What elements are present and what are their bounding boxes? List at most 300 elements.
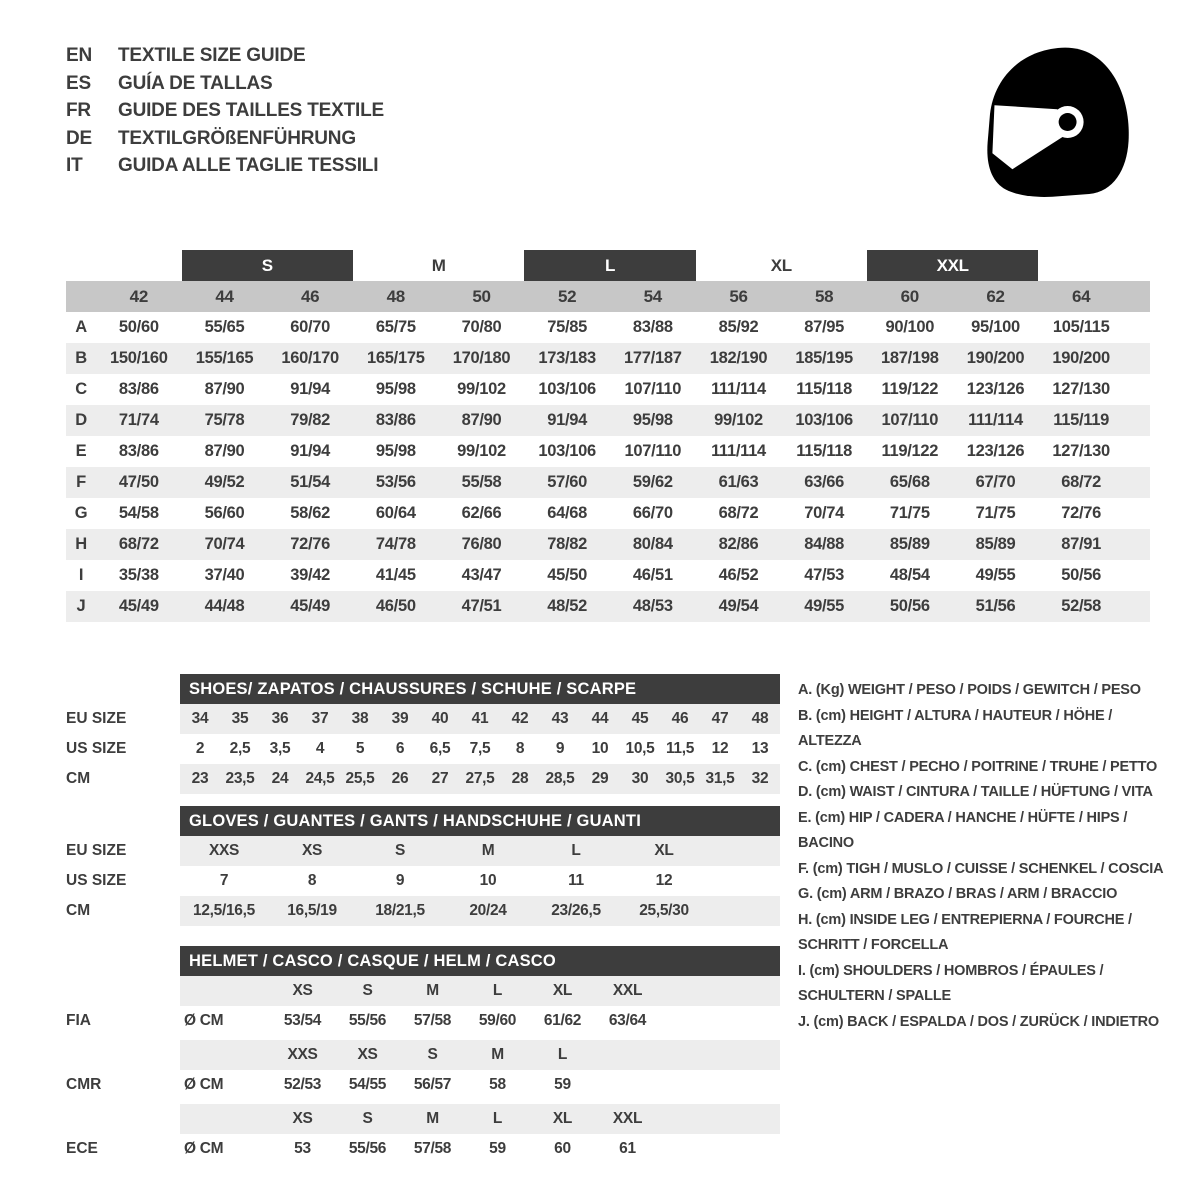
size-value: 47/53 [804, 566, 845, 584]
helmet-value: 52/53 [283, 1076, 322, 1093]
size-value: 123/126 [966, 442, 1025, 460]
helmet-value: 61/62 [543, 1012, 582, 1029]
size-value: 43/47 [461, 566, 502, 584]
shoes-value: 6,5 [429, 740, 451, 757]
helmet-values-row-ece [180, 1134, 780, 1164]
legend-entry: C. (cm) CHEST / PECHO / POITRINE / TRUHE / PETTO [798, 758, 1158, 775]
shoes-value: 26 [391, 770, 409, 787]
size-column-48: 48 [386, 286, 405, 306]
helmet-value: 59/60 [478, 1012, 517, 1029]
size-value: 46/52 [718, 566, 759, 584]
helmet-size-label: XS [357, 1046, 378, 1063]
shoes-value: 9 [555, 740, 565, 757]
shoes-value: 2 [195, 740, 205, 757]
size-value: 150/160 [110, 349, 168, 367]
size-column-42: 42 [129, 286, 148, 306]
size-value: 71/74 [118, 411, 159, 429]
helmet-size-label: M [426, 1110, 439, 1127]
size-number-row [66, 281, 1150, 312]
shoes-value: 45 [631, 710, 649, 727]
helmet-value: 63/64 [608, 1012, 647, 1029]
size-value: 66/70 [632, 504, 673, 522]
helmet-values-row-cmr [180, 1070, 780, 1100]
size-value: 75/78 [204, 411, 245, 429]
size-value: 127/130 [1052, 380, 1110, 398]
gloves-values-row [180, 866, 780, 896]
size-row-J [66, 591, 1150, 622]
shoes-value: 36 [271, 710, 289, 727]
helmet-standard-ece: ECE [66, 1140, 98, 1157]
shoes-value: 10 [591, 740, 609, 757]
row-letter-G: G [74, 504, 88, 522]
size-value: 107/110 [624, 380, 682, 398]
size-column-58: 58 [815, 286, 834, 306]
size-value: 99/102 [457, 442, 506, 460]
size-value: 111/114 [711, 380, 766, 398]
helmet-band-label-spacer [66, 976, 180, 1006]
helmet-value: 57/58 [413, 1012, 452, 1029]
size-value: 45/49 [118, 597, 159, 615]
size-value: 64/68 [547, 504, 588, 522]
size-value: 71/75 [975, 504, 1016, 522]
helmet-size-label: L [492, 982, 503, 999]
helmet-value: 58 [489, 1076, 506, 1093]
size-value: 52/58 [1061, 597, 1102, 615]
helmet-value: 60 [554, 1140, 571, 1157]
size-value: 49/54 [718, 597, 759, 615]
gloves-value: S [394, 842, 406, 859]
size-row-H [66, 529, 1150, 560]
size-row-A [66, 312, 1150, 343]
shoes-values-row [180, 734, 780, 764]
gloves-value: 20/24 [469, 902, 507, 919]
helmet-table-title: HELMET / CASCO / CASQUE / HELM / CASCO [180, 946, 780, 976]
size-value: 49/55 [975, 566, 1016, 584]
shoes-value: 3,5 [269, 740, 291, 757]
language-code: ES [66, 72, 91, 94]
gloves-value: 25,5/30 [639, 902, 689, 919]
helmet-unit-label: Ø CM [184, 1140, 224, 1157]
gloves-value: XL [654, 842, 674, 859]
legend-entry: J. (cm) BACK / ESPALDA / DOS / ZURÜCK / INDIETRO [798, 1013, 1159, 1030]
size-row-I [66, 560, 1150, 591]
size-value: 79/82 [290, 411, 331, 429]
language-code: IT [66, 155, 83, 176]
size-value: 68/72 [718, 504, 759, 522]
gloves-row-label: US SIZE [66, 872, 127, 889]
size-value: 95/100 [971, 318, 1020, 336]
size-column-52: 52 [558, 286, 577, 306]
helmet-unit-label: Ø CM [184, 1076, 224, 1093]
helmet-value: 56/57 [413, 1076, 452, 1093]
size-value: 72/76 [1061, 504, 1102, 522]
helmet-size-table [66, 946, 780, 1164]
size-value: 47/51 [461, 597, 502, 615]
helmet-size-label: XS [292, 982, 313, 999]
size-value: 68/72 [1061, 473, 1102, 491]
size-group-l: L [524, 250, 695, 281]
gloves-value: 8 [307, 872, 317, 889]
size-table-body [66, 312, 1150, 622]
size-value: 187/198 [881, 349, 939, 367]
shoes-value: 43 [551, 710, 569, 727]
size-value: 177/187 [624, 349, 682, 367]
shoes-value: 35 [231, 710, 249, 727]
size-row-F [66, 467, 1150, 498]
gloves-table-title: GLOVES / GUANTES / GANTS / HANDSCHUHE / GUANTI [180, 806, 780, 836]
gloves-value: M [481, 842, 495, 859]
size-value: 74/78 [375, 535, 416, 553]
helmet-standard-fia: FIA [66, 1012, 91, 1029]
shoes-value: 31,5 [705, 770, 735, 787]
size-value: 182/190 [709, 349, 768, 367]
size-value: 95/98 [632, 411, 673, 429]
size-group-s: S [182, 250, 353, 281]
size-value: 61/63 [718, 473, 759, 491]
size-value: 83/86 [118, 380, 159, 398]
shoes-value: 24 [271, 770, 289, 787]
shoes-value: 32 [751, 770, 769, 787]
gloves-value: 7 [219, 872, 229, 889]
size-value: 119/122 [881, 442, 939, 460]
helmet-size-label: L [557, 1046, 568, 1063]
gloves-row-label: CM [66, 902, 91, 919]
size-column-62: 62 [986, 286, 1005, 306]
size-value: 54/58 [118, 504, 159, 522]
size-value: 83/88 [632, 318, 673, 336]
size-value: 85/92 [718, 318, 759, 336]
size-value: 87/95 [804, 318, 845, 336]
helmet-standard-cmr: CMR [66, 1076, 102, 1093]
size-value: 70/74 [804, 504, 845, 522]
size-value: 103/106 [795, 411, 853, 429]
shoes-row-label: US SIZE [66, 740, 127, 757]
helmet-size-label: XXL [612, 1110, 643, 1127]
shoes-value: 24,5 [305, 770, 335, 787]
helmet-value: 54/55 [348, 1076, 387, 1093]
size-value: 115/118 [796, 442, 853, 460]
size-value: 70/80 [461, 318, 502, 336]
row-letter-I: I [78, 566, 84, 584]
gloves-value: 18/21,5 [375, 902, 425, 919]
size-value: 70/74 [204, 535, 245, 553]
helmet-values-row-fia [180, 1006, 780, 1036]
legend-entry: I. (cm) SHOULDERS / HOMBROS / ÉPAULES / SCHULTERN / SPALLE [798, 962, 1104, 1004]
size-value: 115/118 [796, 380, 853, 398]
gloves-value: 12 [655, 872, 673, 889]
helmet-value: 53/54 [283, 1012, 322, 1029]
gloves-value: 12,5/16,5 [193, 902, 255, 919]
gloves-value: 10 [479, 872, 497, 889]
helmet-value: 59 [554, 1076, 571, 1093]
size-value: 99/102 [714, 411, 763, 429]
size-value: 107/110 [881, 411, 939, 429]
shoes-value: 27 [431, 770, 449, 787]
shoes-value: 2,5 [229, 740, 251, 757]
shoes-value: 37 [311, 710, 329, 727]
size-value: 75/85 [547, 318, 588, 336]
helmet-band-label-spacer [66, 1104, 180, 1134]
size-value: 44/48 [204, 597, 245, 615]
size-value: 123/126 [966, 380, 1025, 398]
size-column-64: 64 [1072, 286, 1091, 306]
gloves-size-table [66, 806, 780, 926]
gloves-values-row [180, 896, 780, 926]
row-letter-F: F [76, 473, 86, 491]
language-title: TEXTILGRÖßENFÜHRUNG [118, 127, 356, 149]
shoes-value: 11,5 [665, 740, 695, 757]
shoes-value: 30 [631, 770, 649, 787]
gloves-values-row [180, 836, 780, 866]
helmet-size-label: XL [552, 982, 573, 999]
measurement-legend [798, 678, 1166, 1035]
legend-entry: F. (cm) TIGH / MUSLO / CUISSE / SCHENKEL / COSCIA [798, 860, 1164, 877]
size-value: 99/102 [457, 380, 506, 398]
size-value: 62/66 [461, 504, 502, 522]
size-value: 190/200 [966, 349, 1025, 367]
size-value: 111/114 [968, 411, 1023, 429]
shoes-value: 12 [711, 740, 729, 757]
row-letter-A: A [75, 318, 87, 336]
language-code: DE [66, 127, 92, 149]
helmet-value: 53 [294, 1140, 311, 1157]
size-value: 83/86 [118, 442, 159, 460]
size-value: 87/90 [204, 380, 245, 398]
size-value: 91/94 [290, 442, 331, 460]
shoes-size-table [66, 674, 780, 794]
row-letter-D: D [75, 411, 87, 429]
helmet-unit-label: Ø CM [184, 1012, 224, 1029]
size-value: 173/183 [538, 349, 596, 367]
size-value: 39/42 [290, 566, 331, 584]
size-value: 59/62 [632, 473, 673, 491]
size-value: 50/56 [889, 597, 930, 615]
size-value: 107/110 [624, 442, 682, 460]
helmet-band-label-spacer [66, 1040, 180, 1070]
gloves-value: XXS [208, 842, 240, 859]
size-value: 155/165 [195, 349, 254, 367]
row-letter-J: J [76, 597, 86, 615]
helmet-size-label: XXL [612, 982, 643, 999]
size-value: 35/38 [118, 566, 159, 584]
shoes-value: 4 [315, 740, 325, 757]
size-group-xxl: XXL [867, 250, 1038, 281]
size-value: 170/180 [452, 349, 511, 367]
size-value: 58/62 [290, 504, 331, 522]
size-value: 47/50 [118, 473, 159, 491]
size-value: 46/51 [632, 566, 673, 584]
gloves-value: 9 [395, 872, 405, 889]
size-value: 51/56 [975, 597, 1016, 615]
size-value: 83/86 [375, 411, 416, 429]
legend-entry: A. (Kg) WEIGHT / PESO / POIDS / GEWITCH / PESO [798, 682, 1141, 698]
shoes-value: 41 [471, 710, 489, 727]
helmet-size-label: XXS [287, 1046, 318, 1063]
size-value: 51/54 [290, 473, 331, 491]
helmet-size-label: XL [552, 1110, 573, 1127]
size-column-46: 46 [301, 286, 320, 306]
shoes-table-title: SHOES/ ZAPATOS / CHAUSSURES / SCHUHE / SCARPE [180, 674, 780, 704]
legend-entry: H. (cm) INSIDE LEG / ENTREPIERNA / FOURCHE / SCHRITT / FORCELLA [798, 911, 1132, 953]
size-value: 190/200 [1052, 349, 1110, 367]
shoes-value: 40 [431, 710, 449, 727]
size-value: 91/94 [290, 380, 331, 398]
language-title: GUÍA DE TALLAS [118, 72, 273, 94]
textile-size-table [66, 250, 1150, 622]
size-value: 82/86 [718, 535, 759, 553]
size-value: 41/45 [375, 566, 416, 584]
size-row-B [66, 343, 1150, 374]
language-title-list [66, 42, 384, 180]
helmet-value: 57/58 [413, 1140, 452, 1157]
gloves-value: 16,5/19 [287, 902, 337, 919]
size-value: 71/75 [889, 504, 930, 522]
shoes-value: 47 [711, 710, 729, 727]
size-value: 165/175 [367, 349, 425, 367]
size-value: 87/90 [204, 442, 245, 460]
gloves-value: XS [301, 842, 323, 859]
helmet-size-label: S [362, 1110, 373, 1127]
size-group-header-row [66, 250, 1150, 281]
size-value: 84/88 [804, 535, 845, 553]
size-value: 111/114 [711, 442, 766, 460]
legend-entry: G. (cm) ARM / BRAZO / BRAS / ARM / BRACCIO [798, 886, 1118, 902]
size-value: 76/80 [461, 535, 502, 553]
size-value: 48/53 [632, 597, 673, 615]
helmet-value: 59 [489, 1140, 506, 1157]
size-group-m: M [431, 256, 446, 275]
helmet-size-label: M [426, 982, 439, 999]
size-value: 49/55 [804, 597, 845, 615]
row-letter-C: C [75, 380, 87, 398]
shoes-value: 7,5 [469, 740, 491, 757]
shoes-value: 10,5 [625, 740, 655, 757]
size-value: 119/122 [881, 380, 939, 398]
shoes-value: 28 [511, 770, 529, 787]
shoes-value: 13 [751, 740, 769, 757]
shoes-value: 8 [515, 740, 525, 757]
size-column-54: 54 [643, 286, 662, 306]
size-value: 45/49 [290, 597, 331, 615]
size-value: 127/130 [1052, 442, 1110, 460]
shoes-value: 30,5 [665, 770, 695, 787]
size-value: 91/94 [547, 411, 588, 429]
size-column-44: 44 [215, 286, 234, 306]
size-value: 103/106 [538, 442, 596, 460]
language-title: GUIDE DES TAILLES TEXTILE [118, 100, 384, 121]
shoes-value: 6 [395, 740, 405, 757]
size-row-G [66, 498, 1150, 529]
size-value: 87/90 [461, 411, 502, 429]
language-title: GUIDA ALLE TAGLIE TESSILI [118, 155, 379, 176]
helmet-value: 55/56 [348, 1012, 387, 1029]
size-value: 80/84 [632, 535, 673, 553]
size-row-D [66, 405, 1150, 436]
shoes-value: 34 [191, 710, 209, 727]
size-value: 115/119 [1053, 411, 1110, 429]
helmet-value: 61 [619, 1140, 636, 1157]
size-row-C [66, 374, 1150, 405]
size-value: 87/91 [1061, 535, 1102, 553]
size-value: 57/60 [547, 473, 588, 491]
legend-entry: D. (cm) WAIST / CINTURA / TAILLE / HÜFTUNG / VITA [798, 784, 1153, 800]
shoes-value: 5 [355, 740, 365, 757]
helmet-sizes-row-ece [180, 1104, 780, 1134]
helmet-value: 55/56 [348, 1140, 387, 1157]
helmet-sizes-row-fia [180, 976, 780, 1006]
size-column-50: 50 [472, 286, 491, 306]
size-column-60: 60 [900, 286, 919, 306]
language-code: EN [66, 45, 92, 66]
size-value: 50/60 [118, 318, 159, 336]
gloves-row-label: EU SIZE [66, 842, 127, 859]
page-header [66, 42, 1142, 202]
size-value: 65/68 [889, 473, 930, 491]
language-title: TEXTILE SIZE GUIDE [118, 45, 306, 66]
size-value: 60/64 [375, 504, 416, 522]
size-value: 50/56 [1061, 566, 1102, 584]
shoes-value: 28,5 [545, 770, 575, 787]
shoes-row-label: CM [66, 770, 91, 787]
size-value: 95/98 [375, 380, 416, 398]
size-column-56: 56 [729, 286, 748, 306]
size-value: 53/56 [375, 473, 416, 491]
shoes-value: 25,5 [345, 770, 375, 787]
shoes-values-row [180, 764, 780, 794]
size-value: 49/52 [204, 473, 245, 491]
size-value: 160/170 [281, 349, 339, 367]
accessory-tables [66, 674, 780, 1164]
size-value: 55/58 [461, 473, 502, 491]
size-value: 103/106 [538, 380, 596, 398]
size-value: 48/54 [889, 566, 930, 584]
size-value: 67/70 [975, 473, 1016, 491]
size-value: 37/40 [204, 566, 245, 584]
size-value: 65/75 [375, 318, 416, 336]
helmet-size-label: M [491, 1046, 504, 1063]
size-value: 48/52 [547, 597, 588, 615]
gloves-value: 11 [568, 872, 584, 889]
size-row-E [66, 436, 1150, 467]
size-value: 45/50 [547, 566, 588, 584]
gloves-value: 23/26,5 [551, 902, 601, 919]
shoes-row-label: EU SIZE [66, 710, 127, 727]
language-code: FR [66, 100, 91, 121]
size-value: 85/89 [889, 535, 930, 553]
shoes-value: 23 [191, 770, 209, 787]
shoes-value: 44 [591, 710, 609, 727]
size-value: 60/70 [290, 318, 331, 336]
shoes-value: 42 [511, 710, 529, 727]
size-value: 95/98 [375, 442, 416, 460]
shoes-value: 48 [751, 710, 769, 727]
size-value: 78/82 [547, 535, 588, 553]
shoes-values-row [180, 704, 780, 734]
row-letter-H: H [75, 535, 87, 553]
helmet-size-label: S [362, 982, 373, 999]
size-value: 55/65 [204, 318, 245, 336]
size-value: 56/60 [204, 504, 245, 522]
size-value: 90/100 [885, 318, 935, 336]
helmet-size-label: L [492, 1110, 503, 1127]
size-value: 105/115 [1052, 318, 1110, 336]
row-letter-B: B [75, 349, 87, 367]
shoes-value: 29 [591, 770, 609, 787]
shoes-value: 38 [351, 710, 369, 727]
shoes-value: 39 [391, 710, 409, 727]
size-group-xl: XL [770, 256, 792, 275]
size-value: 63/66 [804, 473, 845, 491]
